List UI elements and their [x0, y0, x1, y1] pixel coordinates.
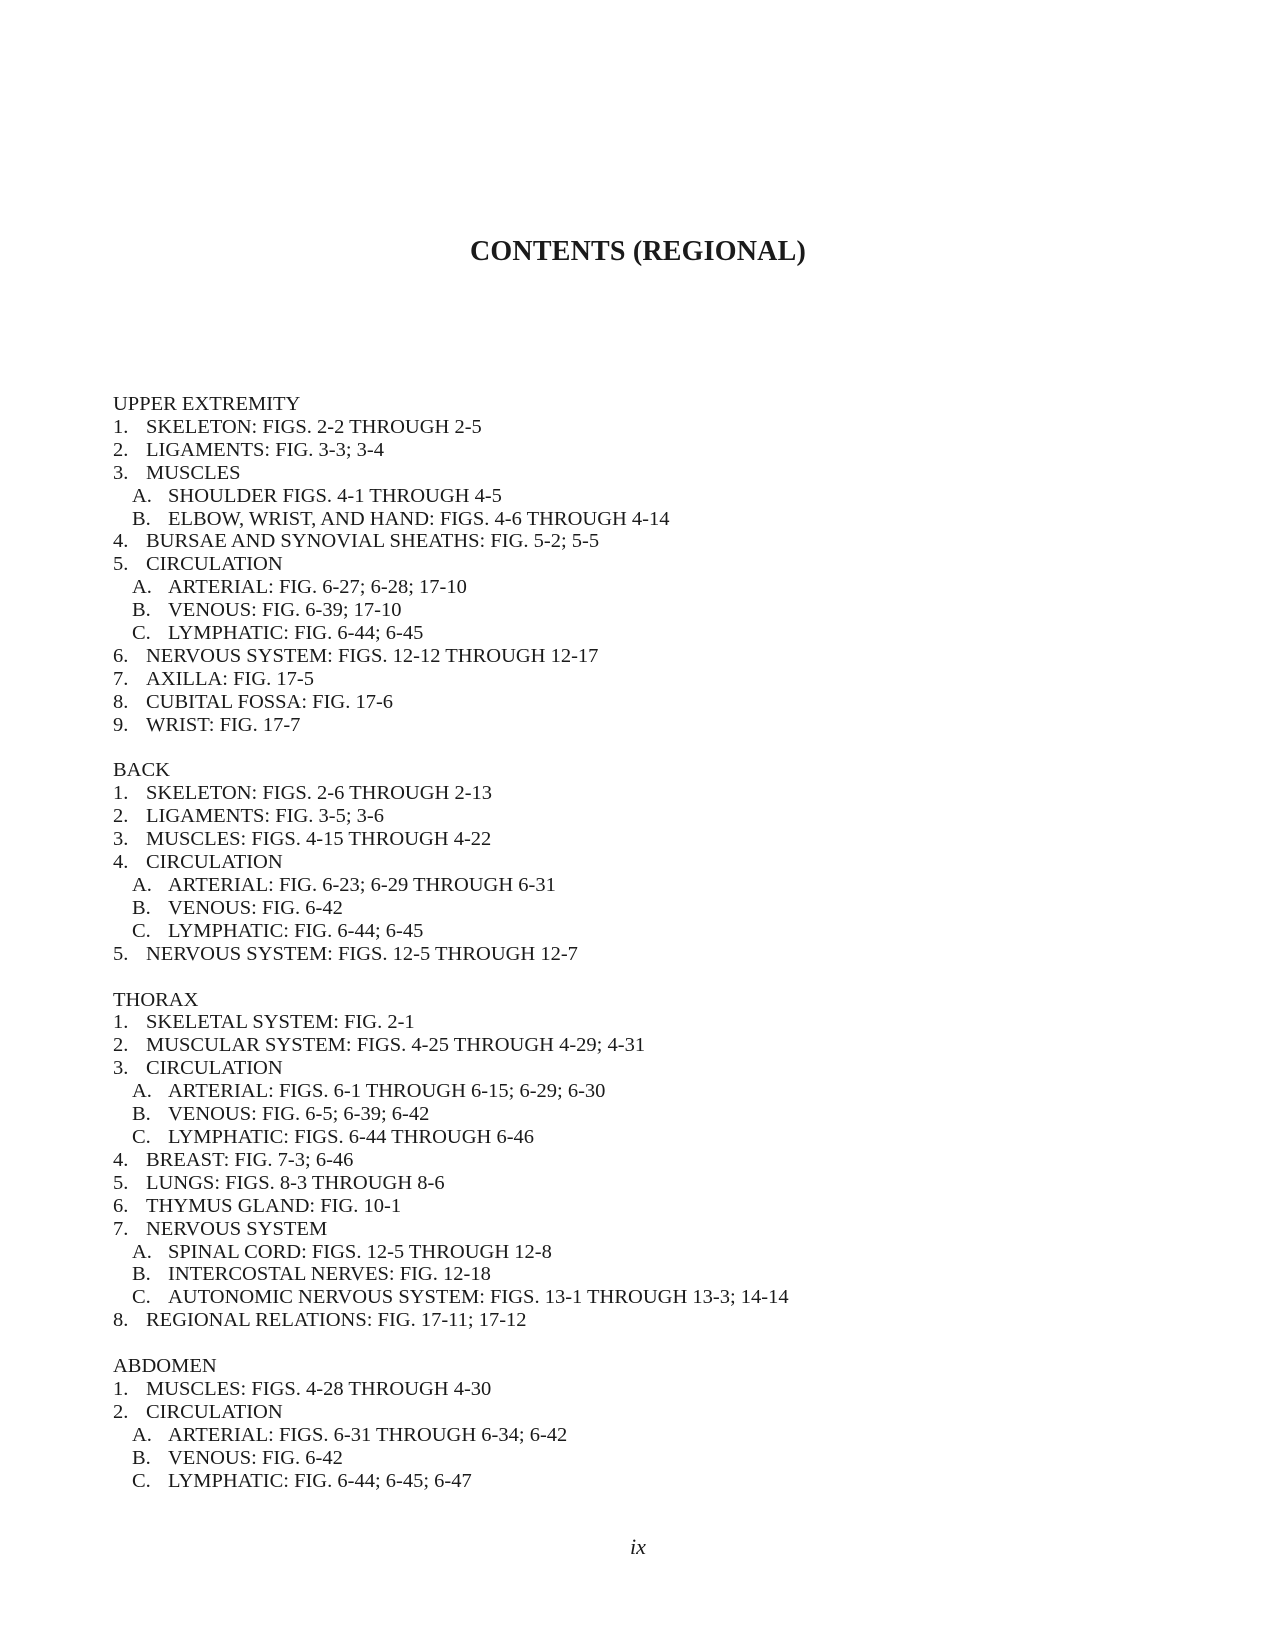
entry-text: LIGAMENTS: FIG. 3-3; 3-4 — [146, 438, 385, 461]
contents-entry — [113, 1195, 1213, 1218]
entry-text: LYMPHATIC: FIG. 6-44; 6-45; 6-47 — [168, 1469, 472, 1492]
entry-text: BREAST: FIG. 7-3; 6-46 — [146, 1148, 354, 1171]
entry-text: CUBITAL FOSSA: FIG. 17-6 — [146, 690, 394, 713]
entry-text: NERVOUS SYSTEM: FIGS. 12-12 THROUGH 12-17 — [146, 644, 599, 667]
entry-marker: 2. — [113, 1400, 129, 1423]
contents-entry — [113, 1401, 1213, 1424]
entry-text: MUSCLES: FIGS. 4-28 THROUGH 4-30 — [146, 1377, 492, 1400]
entry-marker: 7. — [113, 667, 129, 690]
entry-marker: C. — [132, 622, 151, 645]
contents-subentry — [113, 1447, 1213, 1470]
entry-marker: 6. — [113, 644, 129, 667]
contents-subentry — [113, 599, 1213, 622]
entry-marker: 1. — [113, 1011, 129, 1034]
contents-subentry — [113, 576, 1213, 599]
contents-entry — [113, 943, 1213, 966]
entry-marker: 8. — [113, 690, 129, 713]
contents-section — [113, 989, 1213, 1333]
entry-marker: C. — [132, 1469, 151, 1492]
contents-subentry — [113, 897, 1213, 920]
contents-entry — [113, 828, 1213, 851]
entry-text: CIRCULATION — [146, 1400, 283, 1423]
entry-text: LYMPHATIC: FIG. 6-44; 6-45 — [168, 622, 424, 645]
contents-list — [113, 393, 1213, 1515]
entry-text: MUSCULAR SYSTEM: FIGS. 4-25 THROUGH 4-29; 4-31 — [146, 1034, 646, 1057]
entry-marker: C. — [132, 1286, 151, 1309]
entry-text: LYMPHATIC: FIGS. 6-44 THROUGH 6-46 — [168, 1125, 535, 1148]
entry-text: LYMPHATIC: FIG. 6-44; 6-45 — [168, 919, 424, 942]
contents-entry — [113, 439, 1213, 462]
entry-text: ARTERIAL: FIGS. 6-31 THROUGH 6-34; 6-42 — [168, 1423, 568, 1446]
contents-entry — [113, 1057, 1213, 1080]
entry-text: ARTERIAL: FIG. 6-27; 6-28; 17-10 — [168, 576, 467, 599]
entry-text: VENOUS: FIG. 6-5; 6-39; 6-42 — [168, 1103, 430, 1126]
contents-section — [113, 759, 1213, 965]
contents-subentry — [113, 1103, 1213, 1126]
entry-marker: A. — [132, 1080, 152, 1103]
contents-entry — [113, 1149, 1213, 1172]
entry-marker: A. — [132, 874, 152, 897]
entry-text: SPINAL CORD: FIGS. 12-5 THROUGH 12-8 — [168, 1240, 552, 1263]
entry-marker: B. — [132, 507, 151, 530]
contents-entry — [113, 553, 1213, 576]
entry-marker: B. — [132, 599, 151, 622]
entry-marker: 2. — [113, 438, 129, 461]
entry-marker: 5. — [113, 553, 129, 576]
entry-text: CIRCULATION — [146, 553, 283, 576]
entry-text: INTERCOSTAL NERVES: FIG. 12-18 — [168, 1263, 491, 1286]
entry-text: ARTERIAL: FIGS. 6-1 THROUGH 6-15; 6-29; 6-30 — [168, 1080, 606, 1103]
entry-text: VENOUS: FIG. 6-39; 17-10 — [168, 599, 402, 622]
entry-marker: B. — [132, 1103, 151, 1126]
entry-text: SKELETAL SYSTEM: FIG. 2-1 — [146, 1011, 415, 1034]
entry-marker: 7. — [113, 1217, 129, 1240]
entry-marker: A. — [132, 576, 152, 599]
contents-entry — [113, 805, 1213, 828]
entry-marker: A. — [132, 484, 152, 507]
contents-subentry — [113, 508, 1213, 531]
entry-text: CIRCULATION — [146, 1057, 283, 1080]
entry-text: VENOUS: FIG. 6-42 — [168, 896, 343, 919]
contents-entry — [113, 691, 1213, 714]
entry-marker: 3. — [113, 828, 129, 851]
entry-marker: 3. — [113, 1057, 129, 1080]
entry-text: ELBOW, WRIST, AND HAND: FIGS. 4-6 THROUGH 4-14 — [168, 507, 670, 530]
entry-marker: 4. — [113, 851, 129, 874]
entry-marker: B. — [132, 1446, 151, 1469]
contents-entry — [113, 416, 1213, 439]
entry-marker: 5. — [113, 942, 129, 965]
entry-text: LUNGS: FIGS. 8-3 THROUGH 8-6 — [146, 1171, 445, 1194]
contents-entry — [113, 530, 1213, 553]
contents-subentry — [113, 1241, 1213, 1264]
contents-subentry — [113, 1470, 1213, 1493]
contents-entry — [113, 1034, 1213, 1057]
contents-entry — [113, 714, 1213, 737]
entry-marker: 9. — [113, 713, 129, 736]
contents-subentry — [113, 622, 1213, 645]
entry-text: MUSCLES — [146, 461, 241, 484]
entry-text: WRIST: FIG. 17-7 — [146, 713, 301, 736]
contents-subentry — [113, 874, 1213, 897]
page-number: ix — [630, 1534, 646, 1559]
section-heading: UPPER EXTREMITY — [113, 393, 301, 415]
section-heading: THORAX — [113, 988, 199, 1011]
contents-entry — [113, 1378, 1213, 1401]
contents-entry — [113, 851, 1213, 874]
contents-entry — [113, 645, 1213, 668]
entry-marker: 2. — [113, 805, 129, 828]
contents-subentry — [113, 1263, 1213, 1286]
entry-marker: 8. — [113, 1309, 129, 1332]
entry-text: MUSCLES: FIGS. 4-15 THROUGH 4-22 — [146, 828, 492, 851]
entry-text: NERVOUS SYSTEM: FIGS. 12-5 THROUGH 12-7 — [146, 942, 578, 965]
entry-marker: C. — [132, 919, 151, 942]
contents-entry — [113, 668, 1213, 691]
entry-text: REGIONAL RELATIONS: FIG. 17-11; 17-12 — [146, 1309, 527, 1332]
entry-text: VENOUS: FIG. 6-42 — [168, 1446, 343, 1469]
entry-text: THYMUS GLAND: FIG. 10-1 — [146, 1194, 402, 1217]
contents-entry — [113, 1218, 1213, 1241]
entry-marker: 4. — [113, 530, 129, 553]
entry-marker: 5. — [113, 1171, 129, 1194]
entry-marker: 1. — [113, 415, 129, 438]
contents-subentry — [113, 1080, 1213, 1103]
contents-subentry — [113, 1424, 1213, 1447]
entry-text: SKELETON: FIGS. 2-6 THROUGH 2-13 — [146, 782, 493, 805]
page-title: CONTENTS (REGIONAL) — [470, 236, 806, 267]
contents-subentry — [113, 920, 1213, 943]
contents-entry — [113, 462, 1213, 485]
entry-marker: 1. — [113, 1377, 129, 1400]
section-heading: BACK — [113, 759, 170, 782]
entry-text: CIRCULATION — [146, 851, 283, 874]
contents-subentry — [113, 485, 1213, 508]
entry-text: LIGAMENTS: FIG. 3-5; 3-6 — [146, 805, 385, 828]
entry-marker: B. — [132, 896, 151, 919]
entry-marker: C. — [132, 1125, 151, 1148]
entry-marker: 4. — [113, 1148, 129, 1171]
entry-text: BURSAE AND SYNOVIAL SHEATHS: FIG. 5-2; 5-5 — [146, 530, 600, 553]
entry-marker: 3. — [113, 461, 129, 484]
entry-text: SHOULDER FIGS. 4-1 THROUGH 4-5 — [168, 484, 502, 507]
entry-text: AUTONOMIC NERVOUS SYSTEM: FIGS. 13-1 THROUGH 13-3; 14-14 — [168, 1286, 789, 1309]
entry-marker: 2. — [113, 1034, 129, 1057]
contents-entry — [113, 1011, 1213, 1034]
contents-section — [113, 393, 1213, 737]
entry-text: ARTERIAL: FIG. 6-23; 6-29 THROUGH 6-31 — [168, 874, 556, 897]
entry-marker: 6. — [113, 1194, 129, 1217]
entry-marker: 1. — [113, 782, 129, 805]
contents-section — [113, 1355, 1213, 1492]
contents-subentry — [113, 1126, 1213, 1149]
section-heading: ABDOMEN — [113, 1355, 217, 1378]
entry-text: NERVOUS SYSTEM — [146, 1217, 328, 1240]
entry-marker: A. — [132, 1423, 152, 1446]
contents-entry — [113, 1172, 1213, 1195]
entry-marker: A. — [132, 1240, 152, 1263]
contents-entry — [113, 782, 1213, 805]
entry-text: AXILLA: FIG. 17-5 — [146, 667, 314, 690]
entry-marker: B. — [132, 1263, 151, 1286]
entry-text: SKELETON: FIGS. 2-2 THROUGH 2-5 — [146, 415, 482, 438]
contents-subentry — [113, 1286, 1213, 1309]
contents-entry — [113, 1309, 1213, 1332]
